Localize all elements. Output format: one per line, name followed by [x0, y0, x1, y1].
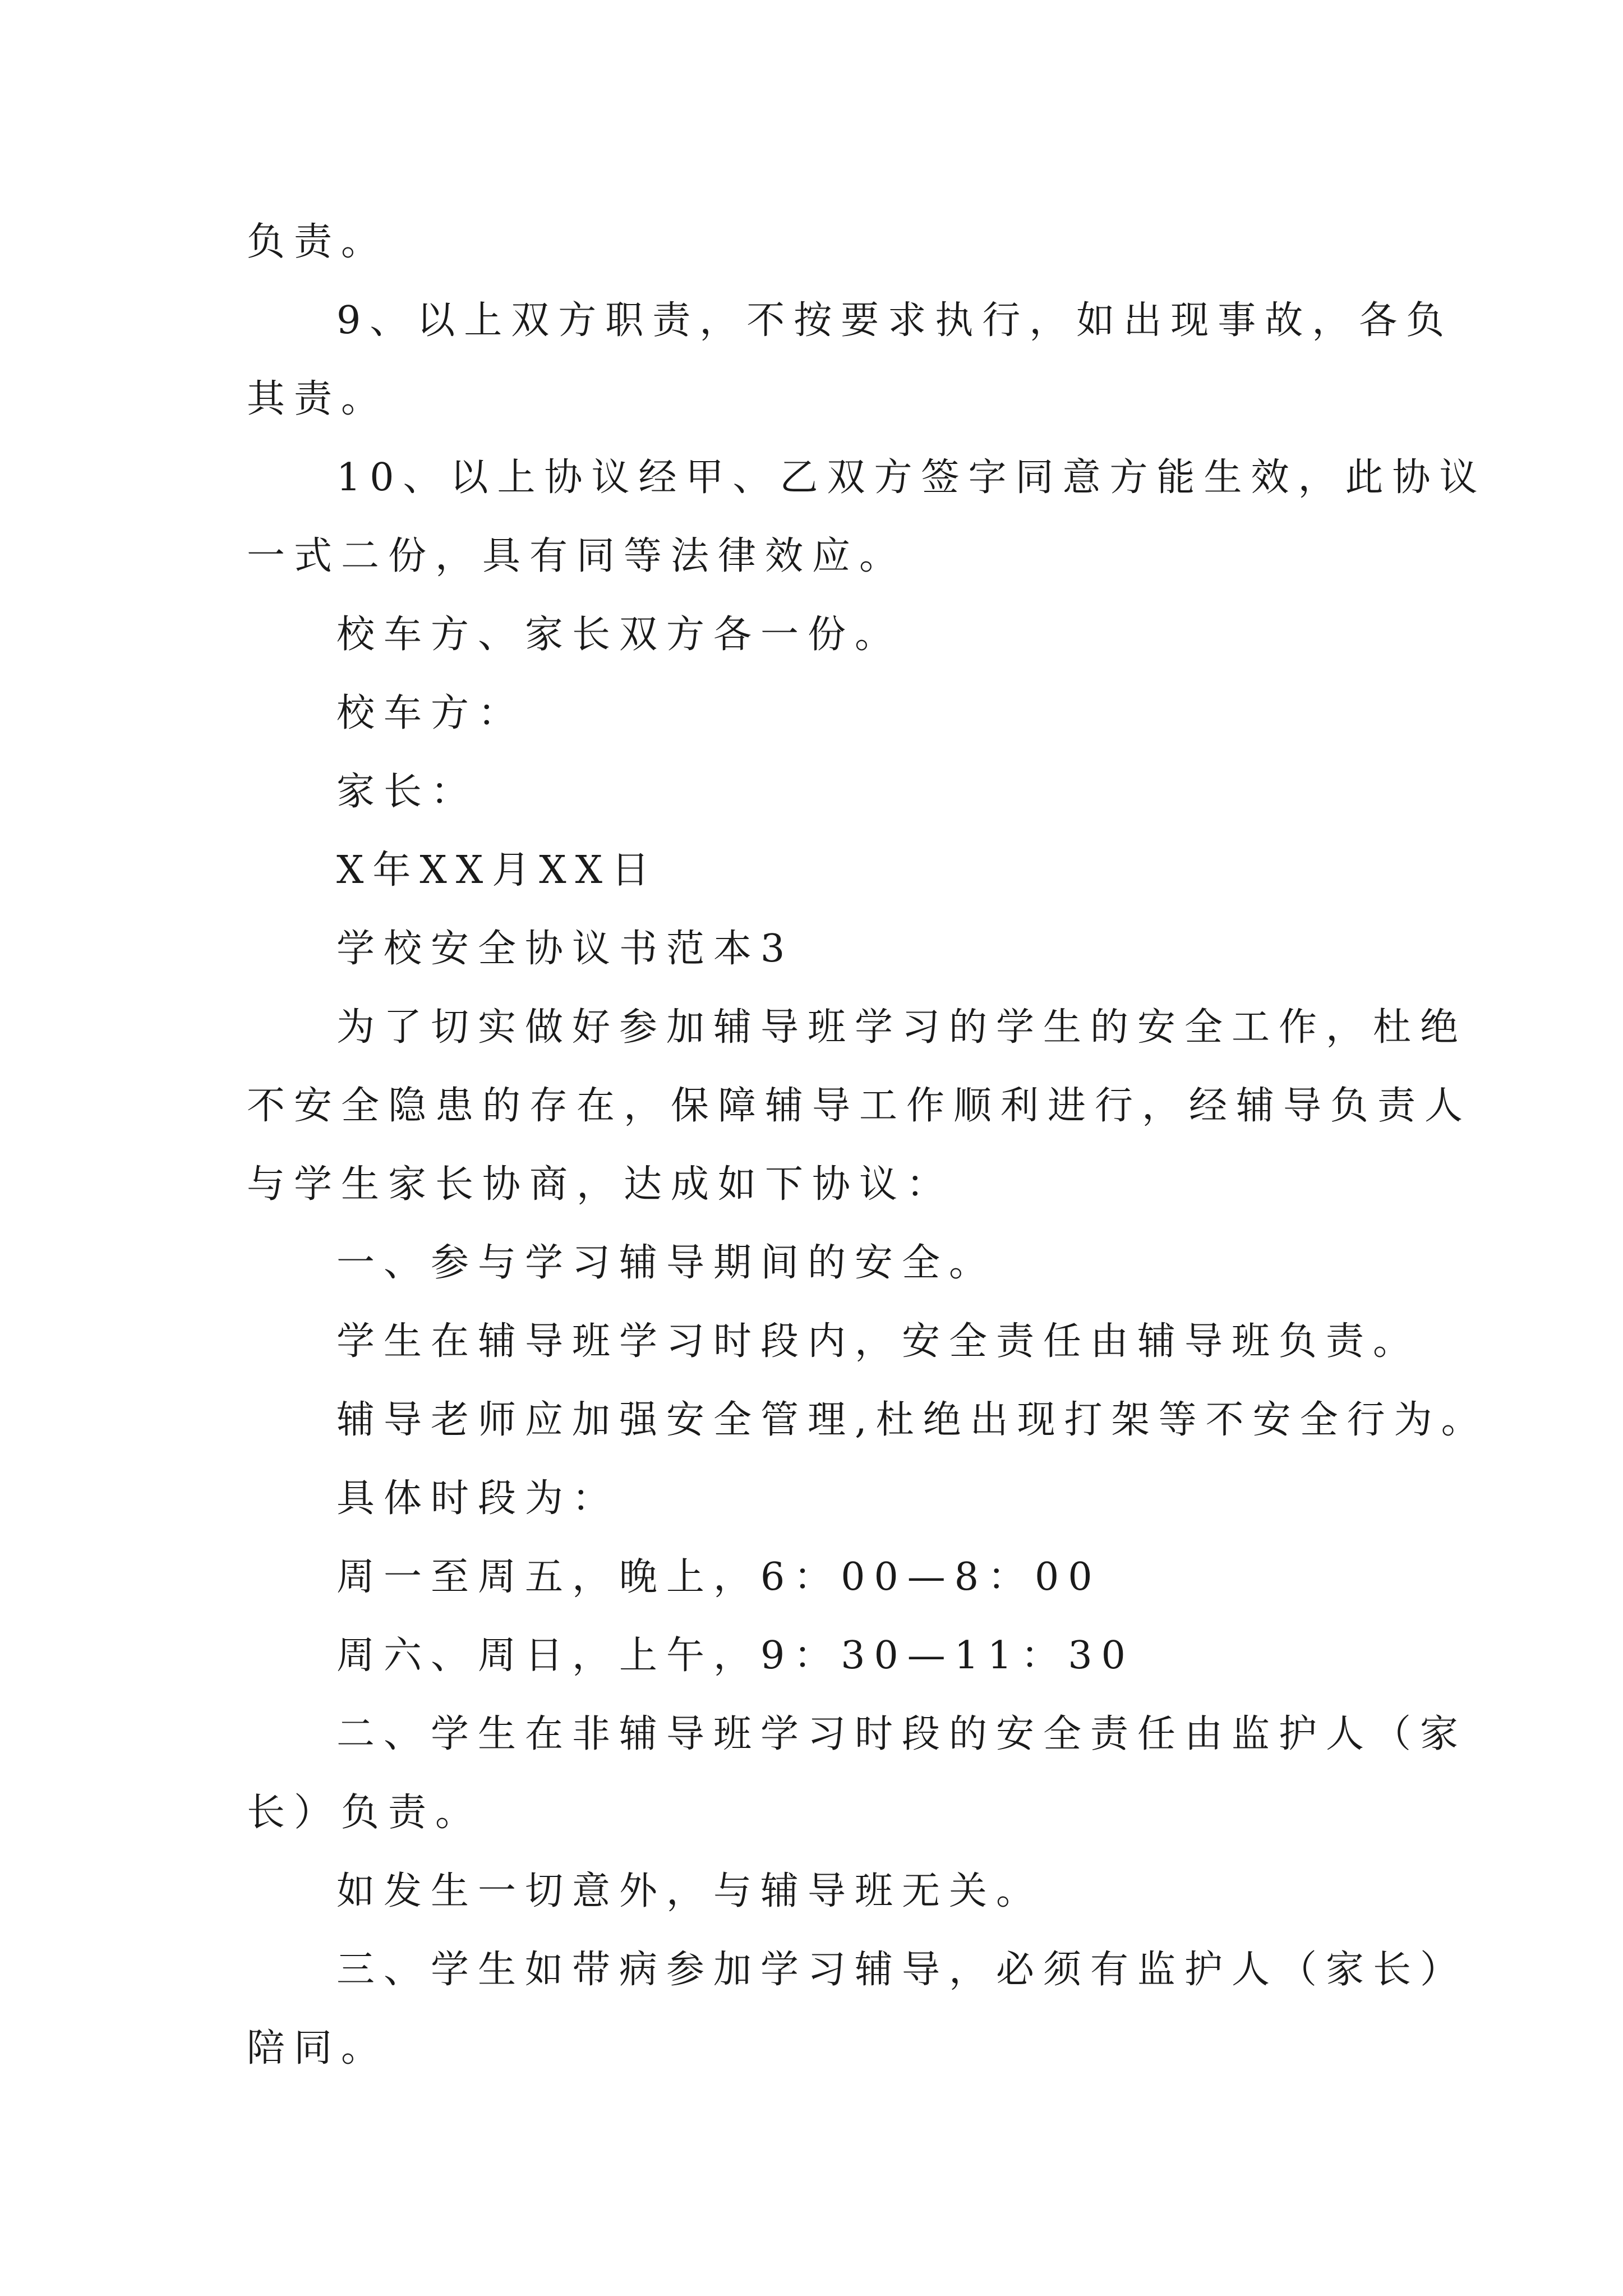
text-line: 辅导老师应加强安全管理,杜绝出现打架等不安全行为。: [336, 1398, 1488, 1442]
text-line: 长）负责。: [247, 1791, 483, 1835]
text-line: 家长：: [336, 770, 478, 814]
text-line: 二、学生在非辅导班学习时段的安全责任由监护人（家: [336, 1712, 1468, 1756]
section-heading: 学校安全协议书范本3: [336, 927, 794, 971]
text-line: 校车方、家长双方各一份。: [336, 613, 902, 657]
text-line: 其责。: [247, 377, 389, 421]
text-line: 为了切实做好参加辅导班学习的学生的安全工作，杜绝: [336, 1005, 1468, 1050]
text-line: 负责。: [247, 220, 389, 264]
text-line: 陪同。: [247, 2026, 389, 2070]
text-line: 周一至周五，晚上，6：00—8：00: [336, 1555, 1101, 1599]
text-line: 如发生一切意外，与辅导班无关。: [336, 1869, 1044, 1913]
text-line: 学生在辅导班学习时段内，安全责任由辅导班负责。: [336, 1319, 1421, 1364]
text-line: 一、参与学习辅导期间的安全。: [336, 1241, 997, 1285]
text-line: 校车方：: [336, 691, 525, 735]
text-line: 10、以上协议经甲、乙双方签字同意方能生效，此协议: [336, 455, 1487, 500]
text-line: 不安全隐患的存在，保障辅导工作顺利进行，经辅导负责人: [247, 1084, 1472, 1128]
text-line: 一式二份，具有同等法律效应。: [247, 534, 907, 578]
text-line: X年XX月XX日: [336, 848, 659, 892]
text-line: 三、学生如带病参加学习辅导，必须有监护人（家长）: [336, 1948, 1468, 1992]
text-line: 与学生家长协商，达成如下协议：: [247, 1162, 954, 1207]
text-line: 周六、周日，上午，9：30—11：30: [336, 1634, 1135, 1678]
text-line: 9、以上双方职责，不按要求执行，如出现事故，各负: [336, 298, 1454, 343]
text-line: 具体时段为：: [336, 1476, 620, 1521]
